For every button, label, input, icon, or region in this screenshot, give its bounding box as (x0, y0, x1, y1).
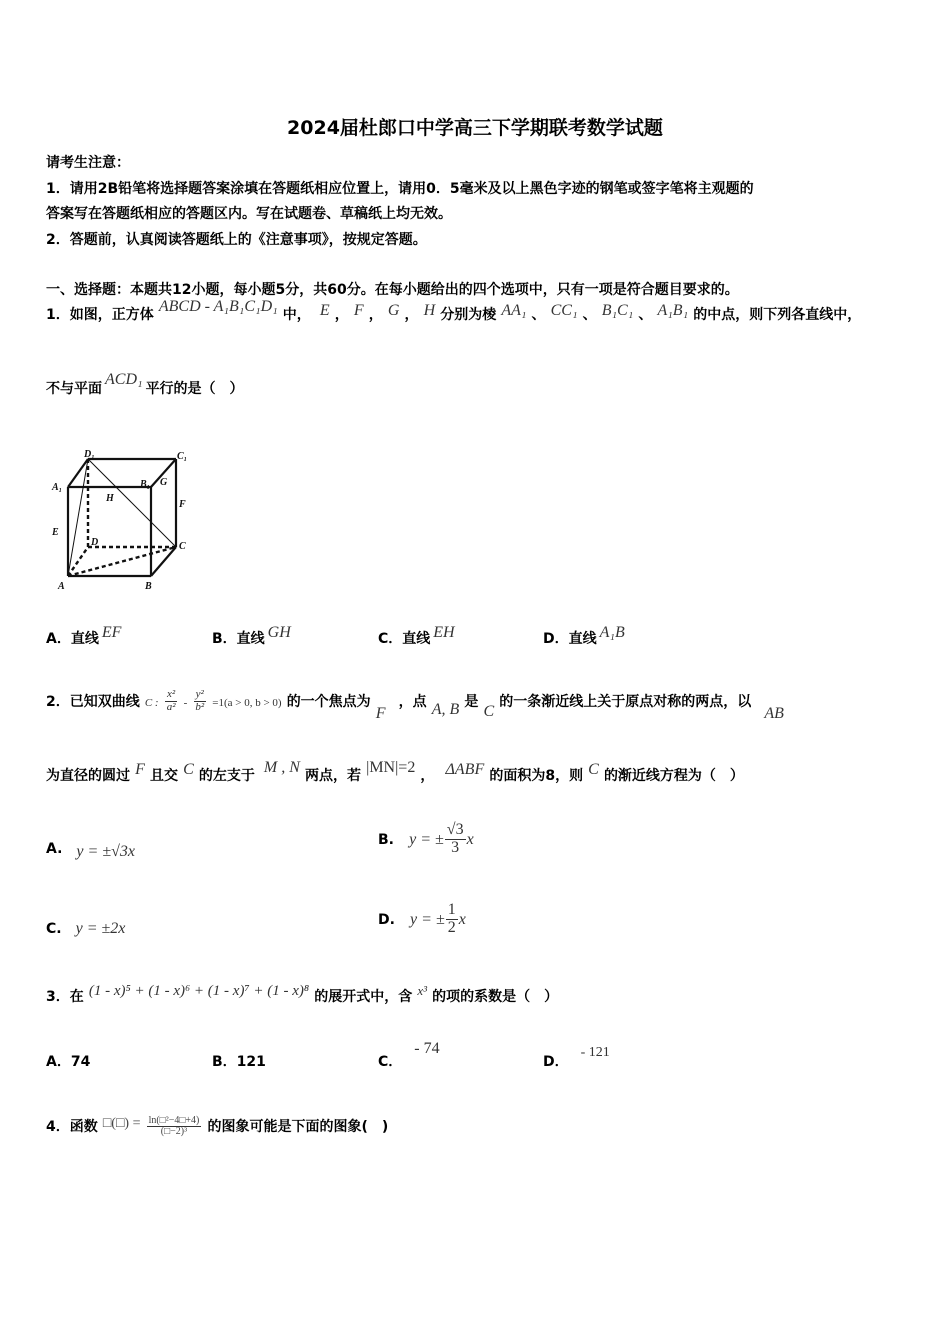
label-c1: C₁ (177, 451, 188, 462)
q1-edge-cc1: CC₁ (550, 302, 578, 319)
question-3 (46, 983, 559, 1006)
label-b1: B₁ (140, 479, 151, 490)
q1-edge-a1b1: A₁B₁ (657, 302, 689, 319)
notice-line-1: 1．请用2B铅笔将选择题答案涂填在答题纸相应位置上，请用0．5毫米及以上黑色字迹的钢笔或签字笔将主观题的 (46, 181, 754, 197)
q3-option-d-label: D． (543, 1054, 569, 1070)
q2-option-b-frac (445, 822, 466, 857)
q2-option-c[interactable] (46, 918, 125, 938)
label-h: H (106, 493, 114, 504)
q2-condition: =1(a > 0, b > 0) (212, 697, 282, 709)
cube-figure (46, 445, 196, 595)
q3-option-b[interactable]: B．121 (212, 1054, 266, 1070)
q3-option-d-val: - 121 (580, 1045, 610, 1060)
q1-point-e: E (319, 302, 330, 319)
q1-option-d-expr: A₁B (599, 624, 625, 641)
q2-option-d-num: 1 (447, 901, 456, 919)
q1-cube-name: ABCD - (158, 298, 214, 315)
q3-expr: (1 - x)⁵ + (1 - x)⁶ + (1 - x)⁷ + (1 - x)⁸ (88, 983, 310, 999)
q2-line2-a: 为直径的圆过 (46, 768, 130, 784)
q1-edge-aa1: AA₁ (501, 302, 527, 319)
q1-option-c-expr: EH (433, 624, 455, 641)
q2-line2-f-text: 的渐近线方程为（ ） (603, 768, 744, 784)
notice-heading: 请考生注意： (46, 155, 130, 171)
q2-line2-c: 的左支于 (198, 768, 255, 784)
q1-line2a: 不与平面 (46, 381, 102, 397)
page-title: 2024届杜郎口中学高三下学期联考数学试题 (287, 117, 663, 139)
q2-triangle: ΔABF (445, 761, 485, 778)
q4-frac (147, 1116, 202, 1138)
q3-tail: 的项的系数是（ ） (432, 989, 559, 1005)
label-b: B (145, 581, 152, 592)
q2-option-d-x: x (458, 911, 466, 928)
q1-option-c-label: C．直线 (378, 631, 431, 647)
q1-option-d-label: D．直线 (543, 631, 597, 647)
q1-option-b-label: B．直线 (212, 631, 265, 647)
q2-mn: M , N (263, 759, 300, 776)
q2-option-b-num: √3 (446, 821, 464, 839)
q2-option-d-den: 2 (447, 919, 456, 936)
notice-line-3: 2．答题前，认真阅读答题纸上的《注意事项》，按规定答题。 (46, 232, 427, 248)
q2-frac-y-num: y² (195, 688, 204, 701)
q2-line2-c2: C (588, 761, 599, 778)
q2-text-2: ，点 (398, 694, 427, 710)
q1-option-a-expr: EF (101, 624, 122, 641)
q2-option-d-frac (446, 902, 458, 937)
q2-line2-d: 两点，若 (305, 768, 362, 784)
q2-option-a[interactable] (46, 838, 135, 858)
q4-tail: 的图象可能是下面的图象( ) (207, 1119, 389, 1135)
q2-line2-b: 且交 (149, 768, 178, 784)
q2-ab: AB (764, 705, 784, 722)
q4-prefix: 4．函数 (46, 1119, 98, 1135)
q3-option-c[interactable] (378, 1040, 440, 1071)
q2-curve-c: C (483, 703, 495, 720)
q1-sep-3: ， (404, 307, 419, 323)
section-heading: 一、选择题：本题共12小题，每小题5分，共60分。在每小题给出的四个选项中，只有一项是符合题目要求的。 (46, 282, 739, 298)
q2-text-3: 是 (464, 694, 479, 710)
q2-text-1: 的一个焦点为 (286, 694, 371, 710)
q2-line2-f: F (135, 761, 145, 778)
q1-tail: 的中点，则下列各直线中， (693, 307, 862, 323)
label-d: D (91, 537, 99, 548)
q1-fenbie: 分别为棱 (440, 307, 497, 323)
q1-option-b[interactable] (212, 624, 291, 648)
q2-frac-x-num: x² (167, 688, 176, 701)
q2-option-c-label: C. (46, 921, 62, 937)
q1-prefix: 1．如图，正方体 (46, 307, 154, 323)
notice-line-2: 答案写在答题纸相应的答题区内。写在试题卷、草稿纸上均无效。 (46, 206, 452, 222)
question-4 (46, 1104, 388, 1150)
q3-option-c-label: C． (378, 1054, 403, 1070)
q2-option-b-pre: y = ± (409, 831, 444, 848)
label-c: C (179, 541, 186, 552)
q1-option-a[interactable] (46, 624, 122, 648)
q4-num: ln(□²−4□+4) (148, 1114, 200, 1126)
label-a: A (58, 581, 65, 592)
q1-zhong: 中， (282, 307, 311, 323)
q2-option-d-pre: y = ± (410, 911, 445, 928)
q2-option-b-den: 3 (451, 839, 460, 856)
q1-sep-2: ， (368, 307, 383, 323)
q2-frac-y-den: b² (195, 701, 205, 713)
q1-dun-2: 、 (582, 307, 597, 323)
label-e: E (52, 527, 59, 538)
q2-prefix: 2．已知双曲线 (46, 694, 140, 710)
question-2-line-2 (46, 759, 744, 785)
edge-a1d1 (68, 459, 88, 487)
q1-option-c[interactable] (378, 624, 455, 648)
label-d1: D₁ (84, 449, 95, 460)
q3-prefix: 3．在 (46, 989, 84, 1005)
q1-line2b: 平行的是（ ） (145, 381, 244, 397)
q2-option-b-x: x (466, 831, 474, 848)
q3-option-d[interactable] (543, 1045, 610, 1071)
question-2-line-1 (46, 678, 784, 726)
label-a1: A₁ (52, 482, 63, 493)
q4-den: (□−2)³ (160, 1126, 188, 1137)
q2-option-a-expr: y = ±√3x (76, 843, 135, 860)
q2-focus-f: F (375, 705, 386, 722)
q1-point-g: G (387, 302, 400, 319)
question-1-line-2 (46, 371, 244, 398)
q1-point-h: H (423, 302, 436, 319)
q2-line2-e: 的面积为8，则 (489, 768, 584, 784)
q2-comma: ， (420, 768, 435, 784)
q3-mid: 的展开式中，含 (314, 989, 413, 1005)
q1-dun-1: 、 (531, 307, 546, 323)
q2-frac-x-den: a² (166, 701, 176, 713)
q1-option-d[interactable] (543, 624, 625, 648)
q3-option-c-val: - 74 (414, 1040, 440, 1057)
question-1-line-1 (46, 298, 862, 324)
q4-fx: □(□) = (102, 1116, 141, 1131)
label-g: G (160, 477, 168, 488)
q2-hyperbola-c: C : (144, 697, 159, 709)
q3-x3: x³ (417, 983, 428, 998)
label-f: F (179, 499, 186, 510)
q1-cube-name-2: A₁B₁C₁D₁ (213, 298, 278, 315)
q2-line2-c1: C (183, 761, 194, 778)
q2-option-b-label: B. (378, 832, 394, 848)
q2-points-ab: A, B (431, 701, 460, 718)
q2-option-a-label: A. (46, 841, 63, 857)
q2-frac-y (193, 689, 206, 713)
q2-minus: - (183, 697, 188, 709)
q1-point-f: F (353, 302, 364, 319)
q1-plane: ACD₁ (105, 371, 143, 388)
q1-edge-b1c1: B₁C₁ (601, 302, 634, 319)
q1-option-b-expr: GH (267, 624, 291, 641)
q1-sep-1: ， (334, 307, 349, 323)
q2-option-d[interactable] (378, 896, 466, 943)
q2-option-d-label: D. (378, 912, 395, 928)
q2-frac-x (165, 689, 178, 713)
q2-text-4: 的一条渐近线上关于原点对称的两点，以 (499, 694, 752, 710)
diag-ad1 (68, 459, 88, 576)
q2-option-c-expr: y = ±2x (75, 920, 126, 937)
q1-option-a-label: A．直线 (46, 631, 99, 647)
q3-option-a[interactable]: A．74 (46, 1054, 91, 1070)
q1-dun-3: 、 (638, 307, 653, 323)
q2-mn-abs: |MN|=2 (366, 759, 416, 776)
q2-option-b[interactable] (378, 816, 474, 863)
